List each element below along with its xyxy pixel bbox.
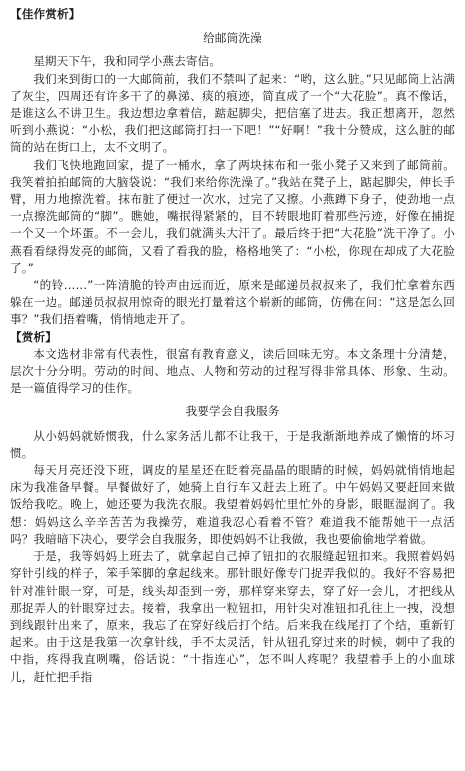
section-label: 【佳作赏析】: [10, 7, 81, 21]
essay1-paragraph: 我们来到街口的一大邮筒前，我们不禁叫了起来：“哟，这么脏。”只见邮筒上沾满了灰尘，四周还有许多干了的鼻涕、痰的痕迹，简直成了一个“大花脸”。真不像话，是谁这么不讲卫生。我边想边拿着信，踮起脚尖，把信塞了进去。我正想离开，忽然听到小燕说：“小松，我们把这邮筒打扫一下吧！”“好啊！”我十分赞成，这么脏的邮筒的站在街口上，太不文明了。: [10, 71, 455, 155]
essay2-body: [10, 428, 455, 686]
essay2-paragraph: 从小妈妈就娇惯我，什么家务活儿都不让我干，于是我渐渐地养成了懒惰的坏习惯。: [10, 428, 455, 460]
essay2-paragraph: 于是，我等妈妈上班去了，就拿起自己掉了钮扣的衣服缝起钮扣来。我照着妈妈穿针引线的样子，笨手笨脚的拿起线来。那针眼好像专门捉弄我似的。我好不容易把针对准针眼一穿，可是，线头却歪到一旁，那样穿来穿去，穿了好一会儿，才把线从那捉弄人的针眼穿过去。接着，我拿出一粒钮扣，用针尖对准钮扣孔往上一拽，没想到线跟针出来了，原来，我忘了在穿好线后打个结。后来我在线尾打了个结，重新钉起来。由于这是我第一次拿针线，手不太灵活，针从钮孔穿过来的时候，刺中了我的中指，疼得我直咧嘴，俗话说：“十指连心”，怎不叫人疼呢？我望着手上的小血球儿，赶忙把手指: [10, 549, 455, 684]
essay1-title: 给邮筒洗澡: [203, 31, 262, 46]
review-label: 【赏析】: [10, 329, 57, 344]
review-text: 本文选材非常有代表性，很富有教育意义，读后回味无穷。本文条理十分清楚，层次十分分明。劳动的时间、地点、人物和劳动的过程写得非常具体、形象、生动。是一篇值得学习的佳作。: [10, 346, 455, 396]
essay1-paragraph: 星期天下午，我和同学小燕去寄信。: [33, 54, 222, 69]
essay1-paragraph: “的铃……”一阵清脆的铃声由远而近，原来是邮递员叔叔来了，我们忙拿着东西躲在一边。邮递员叔叔用惊奇的眼光打量着这个崭新的邮筒，仿佛在问：“这是怎么回事？”我们捂着嘴，悄悄地走开了。: [10, 278, 455, 327]
essay1-body: [10, 53, 455, 328]
essay1-paragraph: 我们飞快地跑回家，提了一桶水，拿了两块抹布和一张小凳子又来到了邮筒前。我笑着拍拍邮筒的大脑袋说：“我们来给你洗澡了。”我站在凳子上，踮起脚尖，伸长手臂，用力地擦洗着。抹布脏了便过一次水，过完了又擦。小燕蹲下身子，使劲地一点一点擦洗邮筒的“脚”。瞧她，嘴抿得紧紧的，目不转眼地盯着那些污迹，好像在捕捉一个又一个坏蛋。不一会儿，我们就满头大汗了。最后终于把“大花脸”洗干净了。小燕看看绿得发亮的邮筒，又看了看我的脸，格格地笑了：“小松，你现在却成了大花脸了。”: [10, 157, 455, 275]
essay2-paragraph: 每天月亮还没下班，调皮的星星还在眨着亮晶晶的眼睛的时候，妈妈就悄悄地起床为我准备早餐。早餐做好了，她骑上自行车又赶去上班了。中午妈妈又要赶回来做饭给我吃。晚上，她还要为我洗衣服。我望着妈妈忙里忙外的身影，眼眶湿润了。我想：妈妈这么辛辛苦苦为我操劳，难道我忍心看着不管？难道我不能帮她干一点活吗？我暗暗下决心，要学会自我服务，即使妈妈不让我做，我也要偷偷地学着做。: [10, 463, 455, 546]
essay2-title: 我要学会自我服务: [185, 404, 280, 419]
